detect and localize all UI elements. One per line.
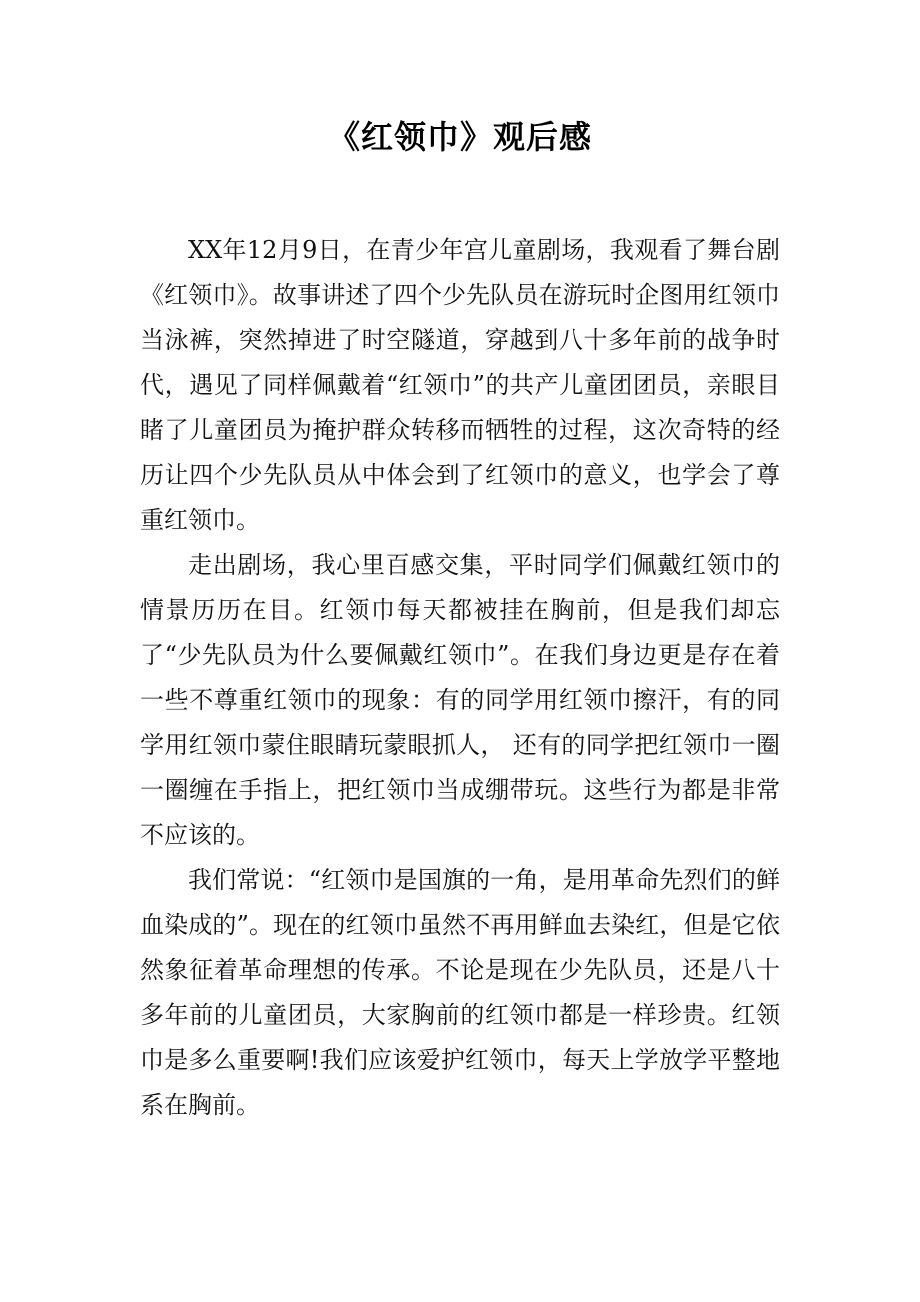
paragraph-2: 走出剧场，我心里百感交集，平时同学们佩戴红领巾的情景历历在目。红领巾每天都被挂在胸前，但是我们却忘了“少先队员为什么要佩戴红领巾”。在我们身边更是存在着一些不尊重红领巾的现象：有的同学用红领巾擦汗，有的同学用红领巾蒙住眼睛玩蒙眼抓人， 还有的同学把红领巾一圈一圈缠在手指上，把红领巾当成绷带玩。这些行为都是非常不应该的。 (140, 551, 780, 849)
paragraph-3: 我们常说：“红领巾是国旗的一角，是用革命先烈们的鲜血染成的”。现在的红领巾虽然不再用鲜血去染红，但是它依然象征着革命理想的传承。不论是现在少先队员，还是八十多年前的儿童团员，大家胸前的红领巾都是一样珍贵。红领巾是多么重要啊!我们应该爱护红领巾，每天上学放学平整地系在胸前。 (140, 866, 780, 1119)
document-body (140, 228, 780, 1128)
paragraph-1: XX年12月9日，在青少年宫儿童剧场，我观看了舞台剧《红领巾》。故事讲述了四个少先队员在游玩时企图用红领巾当泳裤，突然掉进了时空隧道，穿越到八十多年前的战争时代，遇见了同样佩戴着“红领巾”的共产儿童团团员，亲眼目睹了儿童团员为掩护群众转移而牺牲的过程，这次奇特的经历让四个少先队员从中体会到了红领巾的意义，也学会了尊重红领巾。 (140, 236, 780, 534)
document-title: 《红领巾》观后感 (327, 118, 592, 156)
